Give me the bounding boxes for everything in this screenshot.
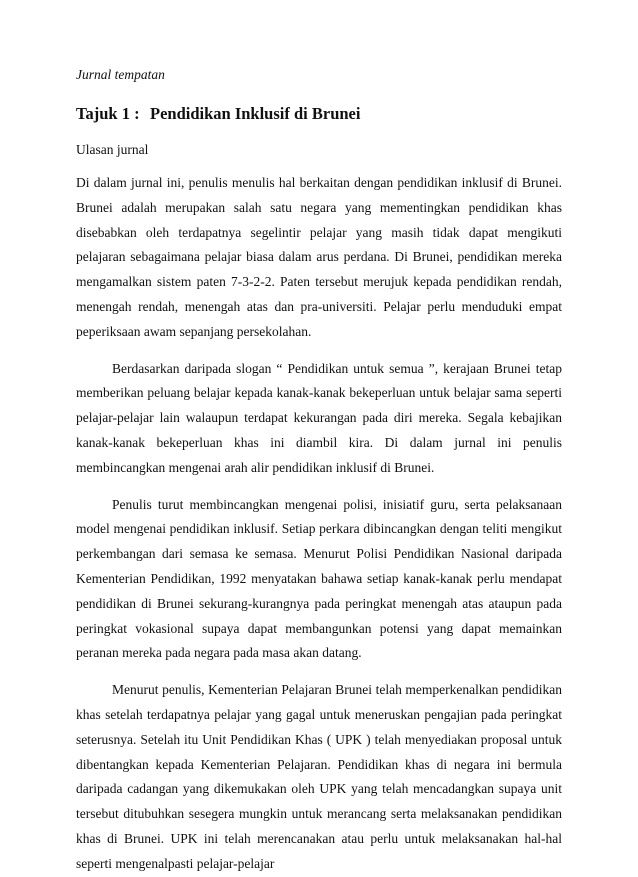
- heading-title: Pendidikan Inklusif di Brunei: [150, 104, 361, 123]
- paragraph-4: Menurut penulis, Kementerian Pelajaran Brunei telah memperkenalkan pendidikan khas setelah terdapatnya pelajar yang gagal untuk meneruskan pengajian pada peringkat seterusnya. Setelah itu Unit Pendidikan Khas ( UPK ) telah menyediakan proposal untuk dibentangkan kepada Kementerian Pelajaran. Pendidikan khas di negara ini bermula daripada cadangan yang dikemukakan oleh UPK yang telah mencadangkan supaya unit tersebut ditubuhkan sesegera mungkin untuk merancang serta melaksanakan pendidikan khas di Brunei. UPK ini telah merencanakan atau perlu untuk melaksanakan hal-hal seperti mengenalpasti pelajar-pelajar: [76, 682, 562, 871]
- journal-label: Jurnal tempatan: [76, 67, 165, 82]
- section-heading: [76, 103, 562, 125]
- paragraph-2: Berdasarkan daripada slogan “ Pendidikan untuk semua ”, kerajaan Brunei tetap memberikan peluang belajar kepada kanak-kanak bekeperluan untuk belajar sama seperti pelajar-pelajar lain walaupun terdapat kekurangan pada diri mereka. Segala kebajikan kanak-kanak bekeperluan khas ini diambil kira. Di dalam jurnal ini penulis membincangkan mengenai arah alir pendidikan inklusif di Brunei.: [76, 360, 562, 475]
- paragraph-1: Di dalam jurnal ini, penulis menulis hal berkaitan dengan pendidikan inklusif di Brunei. Brunei adalah merupakan salah satu negara yang mementingkan pendidikan khas disebabkan oleh terdapatnya segelintir pelajar yang masih tidak dapat mengikuti pelajaran sebagaimana pelajar biasa dalam arus perdana. Di Brunei, pendidikan mereka mengamalkan sistem paten 7-3-2-2. Paten tersebut merujuk kepada pendidikan rendah, menengah rendah, menengah atas dan pra-universiti. Pelajar perlu menduduki empat peperiksaan awam sepanjang persekolahan.: [76, 175, 562, 339]
- heading-number: Tajuk 1 :: [76, 104, 140, 123]
- paragraph-3: Penulis turut membincangkan mengenai polisi, inisiatif guru, serta pelaksanaan model mengenai pendidikan inklusif. Setiap perkara dibincangkan dengan teliti mengikut perkembangan dari semasa ke semasa. Menurut Polisi Pendidikan Nasional daripada Kementerian Pendidikan, 1992 menyatakan bahawa setiap kanak-kanak perlu mendapat pendidikan di Brunei sekurang-kurangnya pada peringkat menengah atas ataupun pada peringkat vokasional supaya dapat membangunkan potensi yang dapat memainkan peranan mereka pada negara pada masa akan datang.: [76, 496, 562, 661]
- review-label: Ulasan jurnal: [76, 142, 149, 157]
- document-body: [76, 66, 562, 877]
